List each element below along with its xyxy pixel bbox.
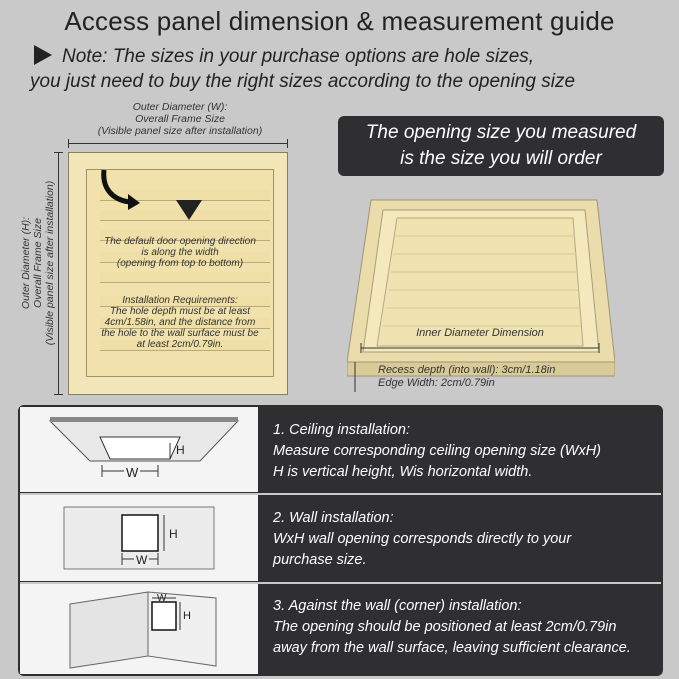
play-triangle-icon — [34, 45, 52, 65]
outer-width-label — [70, 101, 290, 137]
install-line-5: at least 2cm/0.79in. — [136, 339, 224, 350]
width-tick-right — [287, 139, 288, 148]
opening-size-callout — [338, 116, 664, 176]
wall-line-1: WxH wall opening corresponds directly to your — [273, 531, 572, 547]
install-line-2: The hole depth must be at least — [109, 306, 251, 317]
outer-height-label — [20, 143, 56, 383]
outer-width-line-3: (Visible panel size after installation) — [97, 125, 263, 137]
corner-line-2: away from the wall surface, leaving sufficient clearance. — [273, 640, 631, 656]
louver-slat — [100, 272, 270, 283]
wall-title: 2. Wall installation: — [273, 510, 394, 526]
height-dimension-line — [58, 152, 59, 395]
section-divider — [20, 582, 661, 584]
recess-depth-label: Recess depth (into wall): 3cm/1.18in — [378, 364, 556, 376]
corner-width-label: W — [157, 593, 167, 604]
ceiling-installation-text — [273, 420, 653, 483]
outer-width-line-1: Outer Diameter (W): — [132, 101, 228, 113]
outer-height-line-2: Overall Frame Size — [32, 218, 44, 308]
down-triangle-icon — [176, 200, 202, 220]
ceiling-line-2: H is vertical height, Wis horizontal width. — [273, 464, 533, 480]
note-line-2: you just need to buy the right sizes according to the opening size — [30, 71, 576, 92]
outer-height-line-1: Outer Diameter (H): — [20, 216, 32, 310]
wall-height-label: H — [169, 527, 178, 541]
width-dimension-line — [68, 143, 288, 144]
height-tick-bottom — [54, 394, 63, 395]
width-tick-left — [68, 139, 69, 148]
corner-illustration-box — [20, 584, 258, 674]
note-line-1: Note: The sizes in your purchase options are hole sizes, — [62, 46, 535, 67]
direction-line-3: (opening from top to bottom) — [116, 258, 244, 269]
opening-direction-text — [92, 236, 268, 269]
wall-diagram — [20, 495, 258, 581]
frame-perspective-illustration — [347, 196, 615, 392]
wall-line-2: purchase size. — [273, 552, 367, 568]
install-line-1: Installation Requirements: — [122, 295, 238, 306]
page-title: Access panel dimension & measurement guide — [64, 6, 615, 36]
direction-line-1: The default door opening direction — [104, 236, 256, 247]
corner-title: 3. Against the wall (corner) installation: — [273, 598, 522, 614]
install-line-4: the hole to the wall surface must be — [101, 328, 259, 339]
callout-line-2: is the size you will order — [400, 148, 602, 169]
install-line-3: 4cm/1.58in, and the distance from — [104, 317, 256, 328]
purchase-note — [30, 44, 670, 94]
wall-installation-text — [273, 508, 653, 571]
ceiling-title: 1. Ceiling installation: — [273, 422, 411, 438]
edge-width-label: Edge Width: 2cm/0.79in — [378, 377, 495, 389]
ceiling-width-label: W — [126, 465, 139, 480]
corner-line-1: The opening should be positioned at least 2cm/0.79in — [273, 619, 617, 635]
corner-diagram — [20, 584, 258, 674]
corner-installation-text — [273, 596, 659, 659]
wall-width-label: W — [136, 553, 148, 567]
inner-diameter-label: Inner Diameter Dimension — [416, 327, 544, 339]
outer-width-line-2: Overall Frame Size — [135, 113, 225, 125]
ceiling-height-label: H — [176, 443, 185, 457]
section-divider — [20, 493, 661, 495]
direction-line-2: is along the width — [141, 247, 219, 258]
installation-requirements-text — [92, 295, 268, 350]
callout-line-1: The opening size you measured — [365, 122, 637, 143]
ceiling-illustration-box — [20, 407, 258, 492]
corner-height-label: H — [183, 610, 191, 622]
outer-height-line-3: (Visible panel size after installation) — [44, 180, 56, 346]
height-tick-top — [54, 152, 63, 153]
curved-arrow-icon — [98, 166, 142, 210]
ceiling-line-1: Measure corresponding ceiling opening size (WxH) — [273, 443, 602, 459]
wall-illustration-box — [20, 495, 258, 581]
